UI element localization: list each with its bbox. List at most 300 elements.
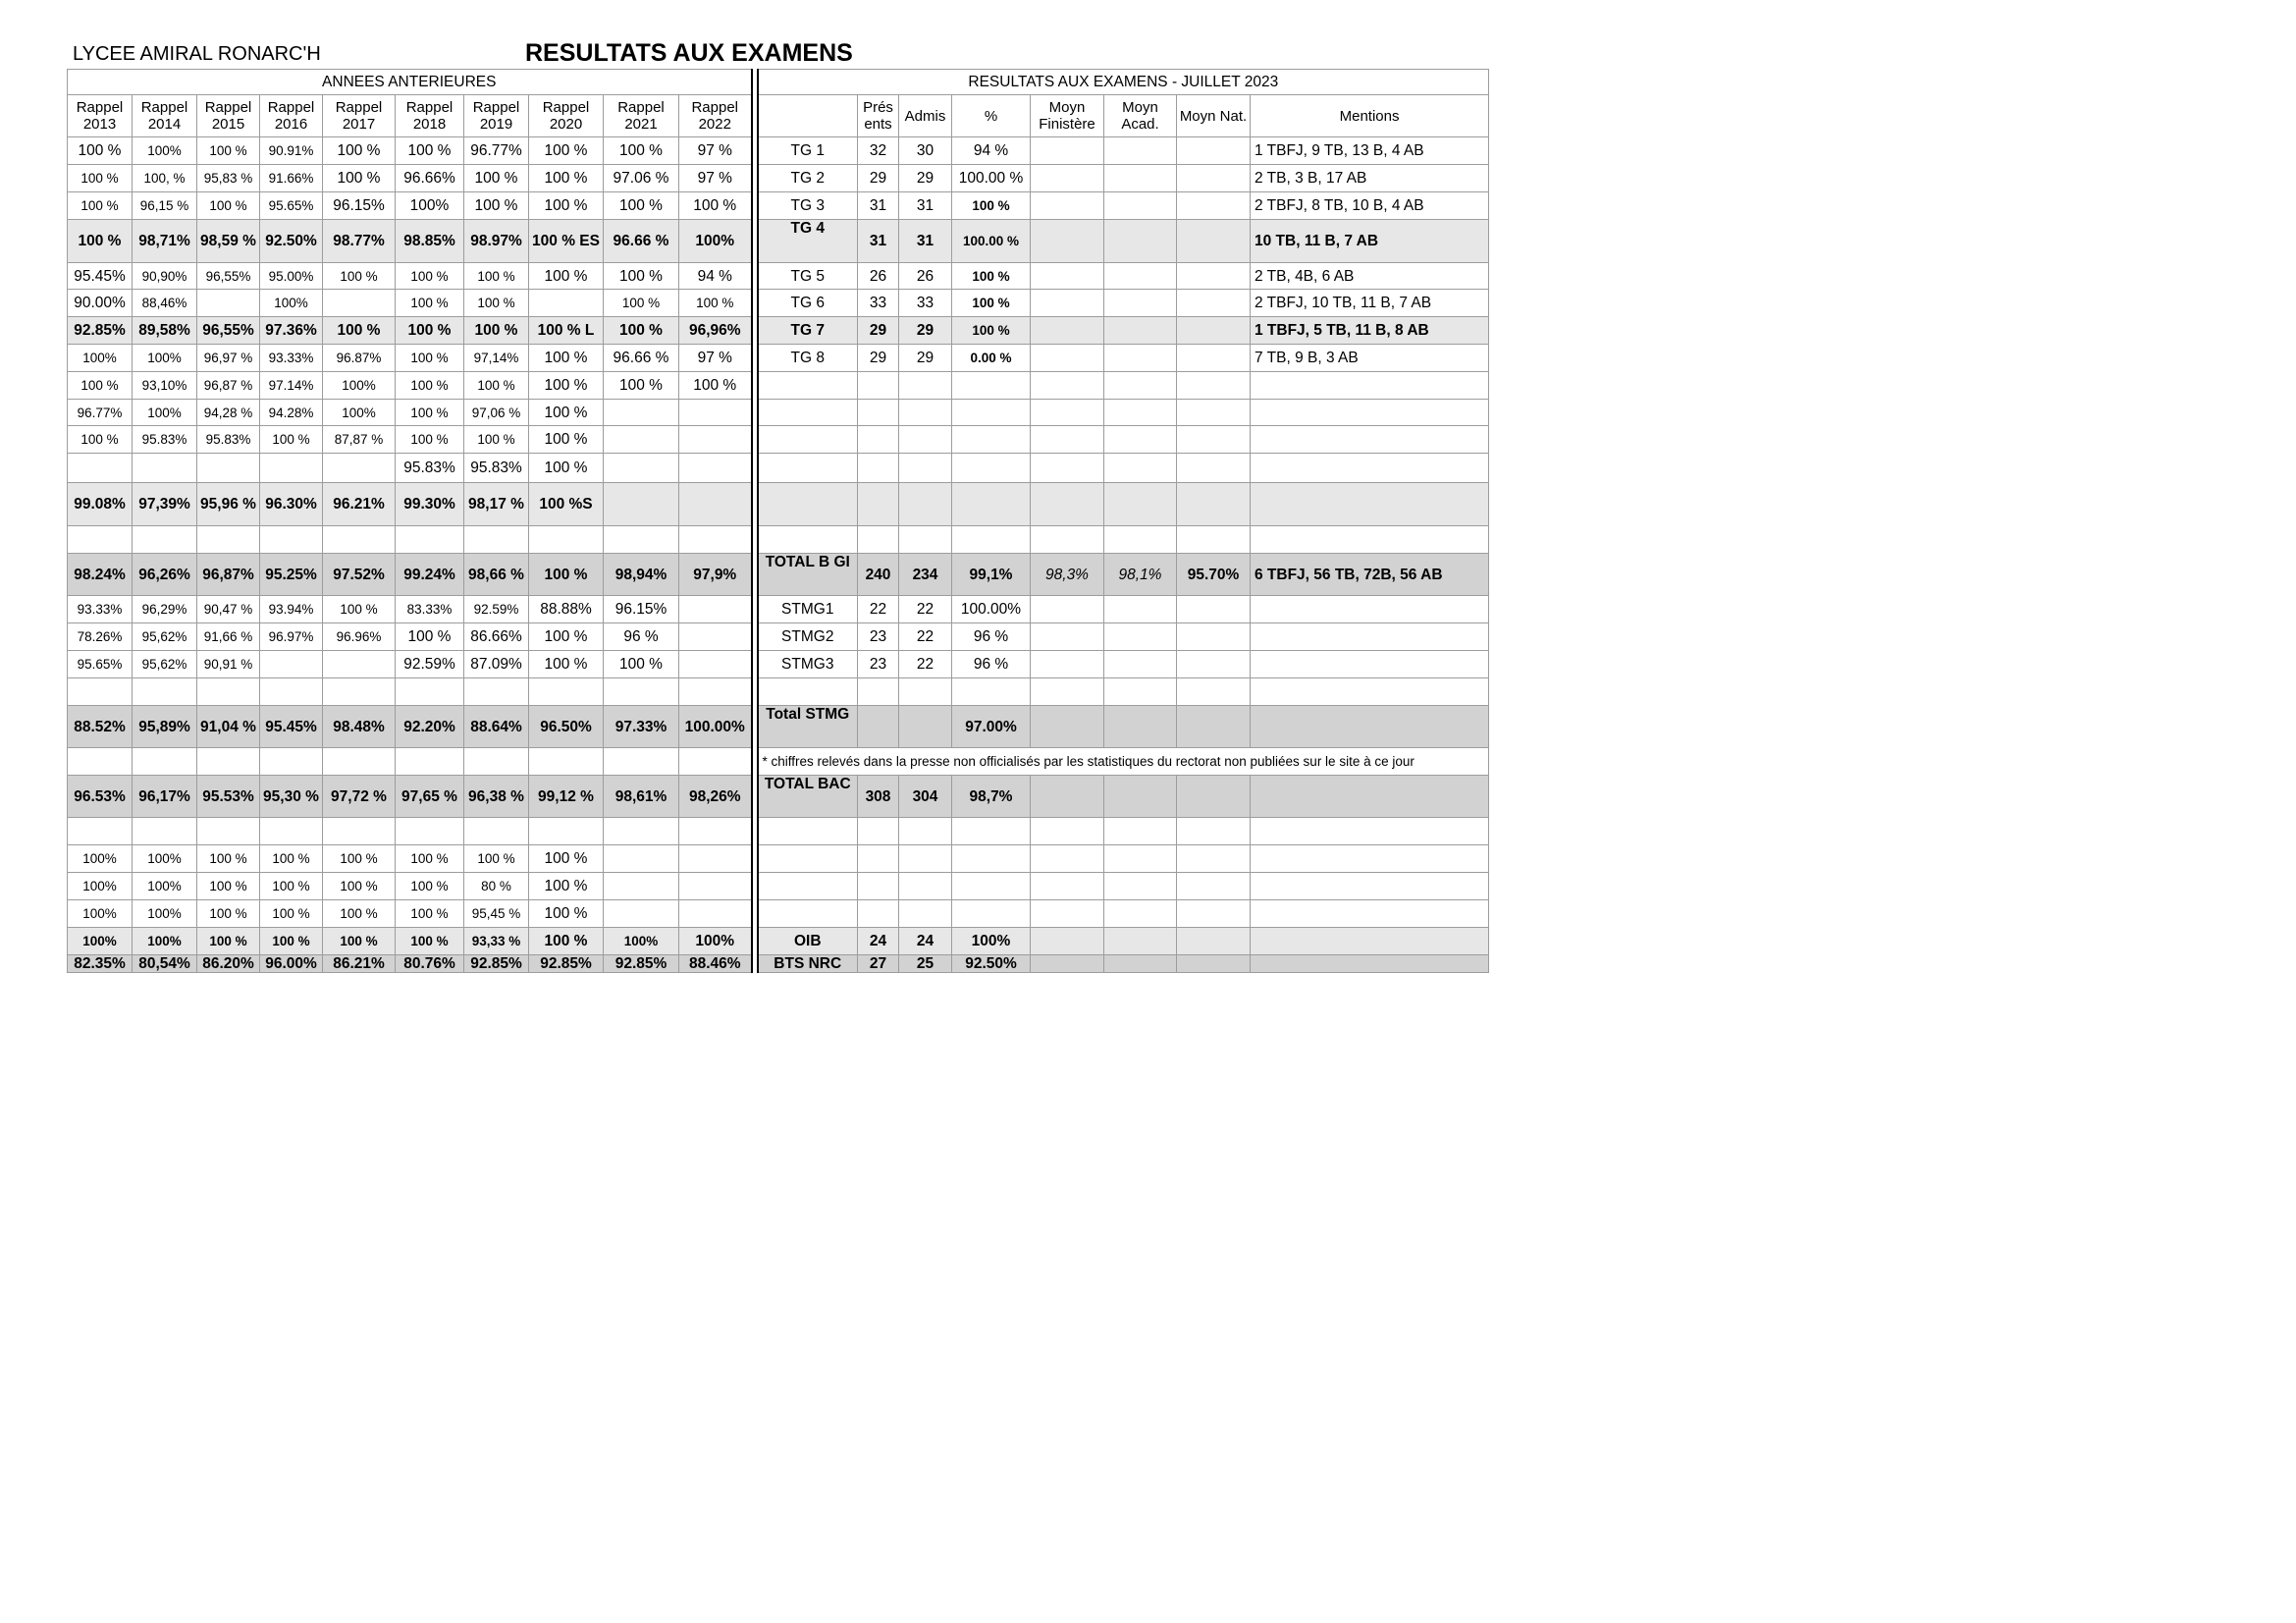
present-count [858,678,899,706]
previous-year-cell: 98,59 % [197,220,260,263]
previous-year-cell: 95,62% [133,651,197,678]
previous-year-cell: 96,15 % [133,192,197,220]
present-count [858,845,899,873]
previous-year-cell: 100 % [68,137,133,165]
success-rate: 96 % [952,651,1031,678]
avg-national [1177,873,1251,900]
table-row [68,483,1489,526]
previous-year-cell [323,818,396,845]
admitted-count: 25 [899,955,952,973]
previous-year-cell: 98.48% [323,706,396,748]
avg-national [1177,263,1251,290]
previous-year-cell: 100 % [529,192,604,220]
previous-year-cell [260,748,323,776]
previous-year-cell [323,290,396,317]
previous-year-cell: 100 % [260,900,323,928]
success-rate [952,400,1031,426]
success-rate [952,678,1031,706]
avg-academy [1104,345,1177,372]
previous-year-cell: 100 % [323,317,396,345]
previous-year-cell [529,748,604,776]
footnote: * chiffres relevés dans la presse non officialisés par les statistiques du rectorat non publiées sur le site à ce jour [758,748,1489,776]
previous-year-cell: 78.26% [68,623,133,651]
avg-academy [1104,426,1177,454]
table-row [68,345,1489,372]
present-count: 29 [858,345,899,372]
previous-year-cell: 96,26% [133,554,197,596]
previous-year-cell: 100 % [396,873,464,900]
mentions-cell [1251,928,1489,955]
previous-year-cell: 99.08% [68,483,133,526]
previous-year-cell [68,818,133,845]
admitted-count: 29 [899,345,952,372]
table-row [68,426,1489,454]
previous-year-cell: 100% [133,873,197,900]
previous-year-cell: 97,65 % [396,776,464,818]
avg-finistere [1031,873,1104,900]
column-header-year: Rappel 2014 [133,95,197,137]
previous-year-cell: 87.09% [464,651,529,678]
exam-class-label: TOTAL BAC [758,776,858,818]
previous-year-cell: 100 % [197,137,260,165]
present-count: 31 [858,220,899,263]
success-rate: 96 % [952,623,1031,651]
previous-year-cell [604,678,679,706]
previous-year-cell: 96,17% [133,776,197,818]
previous-year-cell: 100, % [133,165,197,192]
column-header: Moyn Nat. [1177,95,1251,137]
previous-year-cell: 96.66% [396,165,464,192]
previous-year-cell: 98,61% [604,776,679,818]
column-header-year: Rappel 2016 [260,95,323,137]
previous-year-cell: 100% [68,845,133,873]
previous-year-cell: 100 % [323,137,396,165]
exam-class-label [758,372,858,400]
previous-year-cell [679,873,752,900]
present-count [858,526,899,554]
previous-year-cell: 100 % [396,426,464,454]
exam-class-label [758,400,858,426]
previous-year-cell [679,678,752,706]
mentions-cell [1251,596,1489,623]
admitted-count [899,873,952,900]
avg-finistere [1031,900,1104,928]
previous-year-cell [396,748,464,776]
previous-year-cell [604,818,679,845]
avg-national [1177,526,1251,554]
previous-year-cell: 80 % [464,873,529,900]
previous-year-cell: 100 % [604,192,679,220]
previous-year-cell: 92.20% [396,706,464,748]
previous-year-cell: 100% [133,845,197,873]
previous-year-cell: 100 % [529,400,604,426]
success-rate [952,426,1031,454]
previous-year-cell: 96.66 % [604,345,679,372]
avg-national [1177,651,1251,678]
previous-year-cell [133,818,197,845]
previous-year-cell: 100% [323,400,396,426]
previous-year-cell: 95.53% [197,776,260,818]
previous-year-cell: 90.91% [260,137,323,165]
previous-year-cell: 100 % [529,137,604,165]
exam-class-label: STMG1 [758,596,858,623]
previous-year-cell [679,483,752,526]
previous-year-cell: 92.59% [464,596,529,623]
previous-year-cell: 95,83 % [197,165,260,192]
previous-year-cell: 100 % L [529,317,604,345]
avg-finistere [1031,845,1104,873]
previous-year-cell: 99,12 % [529,776,604,818]
avg-finistere [1031,928,1104,955]
previous-year-cell: 89,58% [133,317,197,345]
avg-finistere [1031,776,1104,818]
present-count: 23 [858,623,899,651]
previous-year-cell: 92.59% [396,651,464,678]
previous-year-cell: 100% [133,400,197,426]
previous-year-cell: 99.24% [396,554,464,596]
previous-year-cell: 100 % [197,873,260,900]
previous-year-cell [68,454,133,483]
previous-year-cell: 100 % [260,845,323,873]
success-rate [952,900,1031,928]
previous-year-cell: 88,46% [133,290,197,317]
success-rate: 100.00 % [952,220,1031,263]
avg-national [1177,623,1251,651]
previous-year-cell: 96,96% [679,317,752,345]
column-header-year: Rappel 2021 [604,95,679,137]
present-count: 26 [858,263,899,290]
previous-year-cell: 98.85% [396,220,464,263]
avg-national [1177,706,1251,748]
present-count [858,426,899,454]
avg-academy [1104,263,1177,290]
avg-finistere [1031,706,1104,748]
previous-year-cell: 83.33% [396,596,464,623]
mentions-cell [1251,706,1489,748]
column-header-year: Rappel 2020 [529,95,604,137]
admitted-count: 26 [899,263,952,290]
column-header-year: Rappel 2017 [323,95,396,137]
previous-year-cell: 88.52% [68,706,133,748]
exam-class-label [758,426,858,454]
avg-academy [1104,596,1177,623]
previous-year-cell: 93.33% [68,596,133,623]
previous-year-cell: 95,96 % [197,483,260,526]
previous-year-cell: 86.66% [464,623,529,651]
previous-year-cell: 100 % [464,192,529,220]
previous-year-cell: 82.35% [68,955,133,973]
previous-year-cell: 86.21% [323,955,396,973]
table-row [68,955,1489,973]
success-rate: 98,7% [952,776,1031,818]
admitted-count [899,454,952,483]
avg-finistere [1031,290,1104,317]
avg-national [1177,165,1251,192]
present-count [858,483,899,526]
previous-year-cell: 100 % [604,651,679,678]
avg-national [1177,928,1251,955]
previous-year-cell: 100 % [529,845,604,873]
previous-year-cell [133,678,197,706]
previous-year-cell: 98,71% [133,220,197,263]
present-count: 24 [858,928,899,955]
avg-finistere [1031,596,1104,623]
previous-year-cell: 97,06 % [464,400,529,426]
previous-year-cell [260,454,323,483]
mentions-cell [1251,776,1489,818]
avg-national [1177,776,1251,818]
previous-year-cell: 97,9% [679,554,752,596]
previous-year-cell [396,526,464,554]
avg-academy [1104,873,1177,900]
previous-year-cell: 93.33% [260,345,323,372]
results-table [67,69,1489,973]
mentions-cell: 2 TBFJ, 10 TB, 11 B, 7 AB [1251,290,1489,317]
previous-year-cell: 100 % [604,290,679,317]
present-count: 33 [858,290,899,317]
previous-year-cell: 100 % [68,192,133,220]
mentions-cell [1251,873,1489,900]
avg-finistere [1031,678,1104,706]
previous-year-cell: 98.77% [323,220,396,263]
previous-year-cell [604,426,679,454]
column-header: Admis [899,95,952,137]
avg-national [1177,454,1251,483]
previous-year-cell [197,748,260,776]
previous-year-cell [604,900,679,928]
previous-year-cell: 92.85% [464,955,529,973]
avg-national [1177,955,1251,973]
previous-year-cell [529,526,604,554]
previous-year-cell: 95.83% [396,454,464,483]
previous-year-cell: 100 % [396,400,464,426]
previous-year-cell: 91.66% [260,165,323,192]
previous-year-cell [679,845,752,873]
present-count: 31 [858,192,899,220]
avg-academy [1104,678,1177,706]
present-count: 29 [858,317,899,345]
success-rate [952,526,1031,554]
previous-year-cell: 93.94% [260,596,323,623]
present-count: 27 [858,955,899,973]
previous-year-cell [396,818,464,845]
previous-year-cell [604,483,679,526]
previous-year-cell [197,290,260,317]
previous-year-cell: 97.14% [260,372,323,400]
previous-year-cell [679,818,752,845]
previous-year-cell: 100 % [323,900,396,928]
success-rate [952,454,1031,483]
success-rate: 100.00 % [952,165,1031,192]
previous-year-cell: 100 % [604,263,679,290]
previous-year-cell: 100 % [464,263,529,290]
previous-year-cell: 100 % [396,900,464,928]
previous-year-cell [604,845,679,873]
previous-year-cell: 97,39% [133,483,197,526]
previous-year-cell: 100 % [604,137,679,165]
previous-year-cell: 100 % [396,290,464,317]
previous-year-cell: 100% [604,928,679,955]
success-rate: 0.00 % [952,345,1031,372]
avg-national [1177,345,1251,372]
previous-year-cell: 96,55% [197,263,260,290]
mentions-cell [1251,426,1489,454]
table-row [68,454,1489,483]
previous-year-cell: 95.25% [260,554,323,596]
previous-year-cell: 100 % [323,928,396,955]
avg-finistere [1031,192,1104,220]
admitted-count: 33 [899,290,952,317]
previous-year-cell: 100% [68,873,133,900]
admitted-count [899,426,952,454]
previous-year-cell: 90,91 % [197,651,260,678]
exam-class-label [758,845,858,873]
previous-year-cell [197,818,260,845]
avg-finistere [1031,400,1104,426]
success-rate: 100 % [952,290,1031,317]
exam-class-label: TG 3 [758,192,858,220]
previous-year-cell: 97.06 % [604,165,679,192]
previous-year-cell [679,400,752,426]
success-rate [952,873,1031,900]
admitted-count [899,483,952,526]
previous-year-cell [679,426,752,454]
column-header-year: Rappel 2022 [679,95,752,137]
previous-year-cell [323,651,396,678]
previous-year-cell [464,678,529,706]
previous-year-cell: 95.45% [260,706,323,748]
previous-year-cell: 99.30% [396,483,464,526]
avg-academy [1104,372,1177,400]
previous-year-cell: 100 % [604,317,679,345]
previous-year-cell: 100 % [68,220,133,263]
avg-finistere [1031,372,1104,400]
previous-year-cell [323,748,396,776]
admitted-count [899,400,952,426]
mentions-cell: 6 TBFJ, 56 TB, 72B, 56 AB [1251,554,1489,596]
avg-finistere [1031,426,1104,454]
previous-year-cell [464,818,529,845]
previous-year-cell: 95,45 % [464,900,529,928]
present-count: 22 [858,596,899,623]
admitted-count: 29 [899,317,952,345]
avg-academy [1104,706,1177,748]
exam-class-label: STMG3 [758,651,858,678]
previous-year-cell: 100 % [68,426,133,454]
previous-year-cell: 100 % [464,372,529,400]
admitted-count [899,845,952,873]
avg-national [1177,317,1251,345]
previous-year-cell: 96.50% [529,706,604,748]
admitted-count [899,526,952,554]
table-row [68,372,1489,400]
avg-national [1177,372,1251,400]
avg-academy [1104,818,1177,845]
previous-year-cell [679,748,752,776]
exam-class-label [758,818,858,845]
avg-academy [1104,955,1177,973]
previous-year-cell [197,678,260,706]
avg-national [1177,192,1251,220]
previous-year-cell [197,454,260,483]
previous-year-cell: 96,29% [133,596,197,623]
previous-year-cell: 97.33% [604,706,679,748]
previous-year-cell [260,526,323,554]
previous-year-cell: 100 % [396,928,464,955]
admitted-count [899,372,952,400]
success-rate: 97.00% [952,706,1031,748]
previous-year-cell: 100 % [529,426,604,454]
previous-year-cell: 96,87 % [197,372,260,400]
previous-year-cell: 100 % [529,372,604,400]
previous-year-cell: 100 % [396,372,464,400]
previous-year-cell: 95.83% [133,426,197,454]
admitted-count [899,706,952,748]
previous-year-cell: 96.21% [323,483,396,526]
avg-national [1177,426,1251,454]
previous-year-cell: 98,94% [604,554,679,596]
admitted-count: 24 [899,928,952,955]
previous-year-cell: 80.76% [396,955,464,973]
success-rate [952,483,1031,526]
avg-national [1177,845,1251,873]
previous-year-cell [604,400,679,426]
previous-year-cell: 91,66 % [197,623,260,651]
previous-year-cell: 100 %S [529,483,604,526]
column-header [758,95,858,137]
success-rate [952,845,1031,873]
previous-year-cell [133,748,197,776]
previous-year-cell: 100 % [197,928,260,955]
previous-year-cell: 100 % [260,873,323,900]
success-rate: 100 % [952,192,1031,220]
previous-year-cell: 100 % [529,928,604,955]
previous-year-cell: 100 % [529,623,604,651]
present-count: 29 [858,165,899,192]
previous-year-cell: 96,55% [197,317,260,345]
mentions-cell [1251,845,1489,873]
previous-year-cell: 100 % [396,317,464,345]
exam-class-label: TOTAL B GI [758,554,858,596]
success-rate: 99,1% [952,554,1031,596]
mentions-cell [1251,483,1489,526]
previous-year-cell: 100 % [323,845,396,873]
previous-year-cell [529,290,604,317]
mentions-cell [1251,818,1489,845]
table-row [68,678,1489,706]
present-count [858,400,899,426]
admitted-count: 31 [899,220,952,263]
school-name: LYCEE AMIRAL RONARC'H [73,43,321,65]
previous-year-cell: 98,26% [679,776,752,818]
table-row [68,137,1489,165]
previous-year-cell: 96.87% [323,345,396,372]
previous-year-cell: 88.64% [464,706,529,748]
mentions-cell [1251,955,1489,973]
mentions-cell [1251,651,1489,678]
previous-year-cell: 90,47 % [197,596,260,623]
avg-finistere [1031,651,1104,678]
exam-class-label [758,526,858,554]
previous-year-cell: 86.20% [197,955,260,973]
success-rate: 100 % [952,263,1031,290]
table-row [68,623,1489,651]
previous-year-cell: 91,04 % [197,706,260,748]
table-row [68,192,1489,220]
exam-class-label: BTS NRC [758,955,858,973]
avg-national [1177,596,1251,623]
previous-year-cell: 100 % [604,372,679,400]
